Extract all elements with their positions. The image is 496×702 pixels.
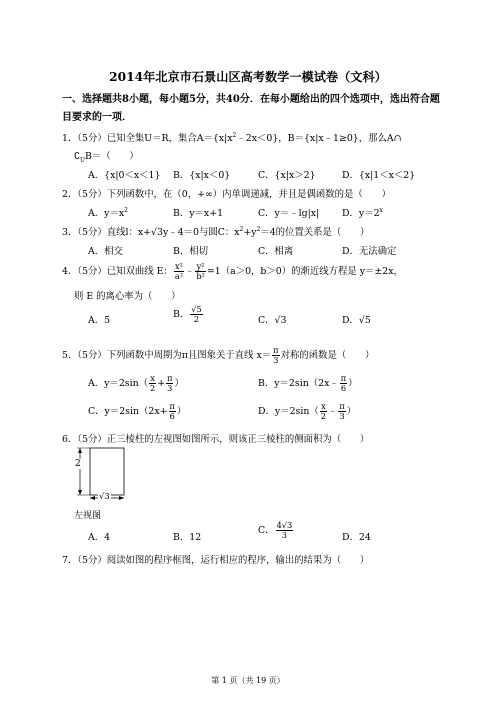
question-2-stem: 2．（5分）下列函数中，在（0，+∞）内单调递减，并且是偶函数的是（ ）: [62, 189, 391, 200]
q5-d-f1d: 2: [320, 411, 326, 421]
q4-fraction-y: [195, 262, 206, 281]
q5-a-post: ）: [174, 378, 184, 389]
q4-b-fraction: [190, 305, 202, 324]
q5-d-f2n: π: [339, 401, 345, 411]
q5-f-num: π: [273, 345, 279, 355]
q6-option-a: A．4: [88, 532, 111, 543]
q5-b-frac: [340, 374, 347, 393]
q5-d-post: ）: [346, 406, 357, 417]
q3-option-d: D．无法确定: [342, 246, 397, 257]
q1-complement-symbol: ∁: [74, 151, 80, 162]
q3-text-e: ＝4的位置关系是（ ）: [260, 227, 370, 238]
q5-d-pre: D．y＝2sin（: [258, 406, 319, 417]
q5-c-post: ）: [176, 406, 187, 417]
q2-d-sup: x: [379, 207, 383, 214]
q5-b-fd: 6: [340, 383, 347, 393]
q6-option-c: [258, 521, 294, 540]
q3-sqrt: √3: [151, 227, 163, 238]
q3-option-b: B．相切: [173, 246, 209, 257]
width-arrow-right: [119, 496, 124, 500]
q2-option-b: B．y＝x+1: [173, 208, 224, 219]
figure-width-label: √3: [99, 492, 110, 502]
q5-b-fn: π: [340, 373, 347, 383]
q1-option-c: C．{x|x＞2}: [258, 170, 316, 181]
q5-a-frac2: [166, 374, 173, 393]
question-4-stem-cont: 则 E 的离心率为（ ）: [74, 291, 181, 302]
q5-c-pre: C．y＝2sin（2x+: [88, 406, 168, 417]
q3-text-a: 3．（5分）直线l：x+: [62, 227, 152, 238]
q5-a-f1n: x: [150, 373, 155, 383]
q4-f1-num: x²: [174, 261, 183, 271]
q5-a-pre: A．y＝2sin（: [88, 378, 149, 389]
q5-text-a: 5．（5分）下列函数中周期为π且图象关于直线 x＝: [62, 350, 272, 361]
q3-option-a: A．相交: [88, 246, 123, 257]
figure-caption: 左视图: [74, 511, 102, 521]
q4-text-a: 4．（5分）已知双曲线 E：: [62, 266, 173, 277]
q4-b-label: B．: [173, 309, 190, 320]
q1-option-b: B．{x|x＜0}: [173, 170, 231, 181]
q1-text-e: B＝（ ）: [85, 151, 139, 162]
q6-option-b: B．12: [173, 532, 202, 543]
q2-option-a: [88, 205, 128, 219]
q1-option-d: D．{x|1＜x＜2}: [342, 170, 416, 181]
q1-text-b: ﹣2x＜0}，B＝{x|x﹣1≥0}，那么A∩: [236, 133, 402, 144]
q2-d-text: D．y＝2: [342, 208, 380, 219]
question-6-stem: 6．（5分）正三棱柱的左视图如图所示，则该正三棱柱的侧面积为（ ）: [62, 434, 370, 445]
q2-a-sup: 2: [124, 207, 128, 214]
q4-text-b: （a＞0，b＞0）的渐近线方程是 y＝±2x，: [220, 266, 403, 277]
q5-option-b: [258, 374, 358, 393]
q1-option-a: A．{x|0＜x＜1}: [88, 170, 161, 181]
q5-c-fn: π: [169, 401, 175, 411]
q1-text-a: 1．（5分）已知全集U＝R，集合A＝{x|x: [62, 133, 233, 144]
question-7-stem: 7．（5分）阅读如图的程序框图，运行相应的程序，输出的结果为（ ）: [62, 555, 370, 566]
q5-a-f2d: 3: [167, 383, 173, 393]
section-heading: 一、选择题共8小题，每小题5分，共40分．在每小题给出的四个选项中，选出符合题目要求的一项．: [62, 94, 440, 123]
q1-sup: 2: [232, 132, 237, 139]
q3-sup-1: 2: [239, 226, 244, 233]
q6-c-label: C．: [258, 525, 275, 536]
q5-c-frac: [169, 402, 176, 421]
q5-fraction: [272, 346, 279, 365]
q5-a-f2n: π: [167, 373, 173, 383]
q5-a-frac1: [149, 374, 156, 393]
q2-a-text: A．y＝x: [88, 208, 125, 219]
q6-c-num: 4√3: [276, 520, 293, 530]
page-title: 2014年北京市石景山区高考数学一模试卷（文科）: [109, 70, 387, 84]
question-4-stem: [62, 262, 403, 281]
q4-f2-num: y²: [196, 261, 205, 271]
question-1-stem-cont: [74, 148, 139, 164]
q5-b-post: ）: [348, 378, 358, 389]
q3-text-c: y﹣4＝0与圆C：x: [162, 227, 240, 238]
height-arrow-top: [78, 448, 82, 453]
figure-rectangle: [90, 448, 124, 495]
q5-d-f1n: x: [321, 401, 326, 411]
q4-b-den: 2: [193, 314, 200, 324]
question-5-stem: [62, 346, 374, 365]
height-arrow-bottom: [78, 490, 82, 495]
q2-option-d: [342, 205, 383, 219]
q4-option-b: [173, 305, 204, 324]
q3-option-c: C．相离: [258, 246, 294, 257]
width-arrow-left: [90, 496, 95, 500]
q5-d-frac2: [338, 402, 345, 421]
q4-eq: =1: [206, 266, 221, 277]
question-1-stem: [62, 130, 402, 144]
q2-option-c: C．y＝﹣lg|x|: [258, 208, 320, 219]
q4-fraction-x: [174, 262, 184, 281]
q5-b-pre: B．y＝2sin（2x﹣: [258, 378, 339, 389]
q4-f1-den: a²: [174, 271, 183, 281]
q5-f-den: 3: [273, 355, 279, 365]
q4-option-d: D．√5: [342, 315, 371, 326]
q5-option-d: [258, 402, 356, 421]
page-footer: 第 1 页（共 19 页）: [211, 676, 285, 685]
q4-f2-den: b²: [196, 271, 205, 281]
q5-d-minus: ﹣: [327, 406, 338, 417]
q5-d-f2d: 3: [339, 411, 345, 421]
figure-height-label: 2: [75, 459, 81, 469]
q5-option-c: [88, 402, 186, 421]
question-3-stem: [62, 224, 369, 238]
q6-c-den: 3: [281, 530, 287, 540]
q5-a-f1d: 2: [150, 383, 156, 393]
q4-b-num: √5: [191, 304, 202, 314]
q4-minus: ﹣: [184, 266, 195, 277]
q6-option-d: D．24: [342, 532, 371, 543]
q4-option-a: A．5: [88, 315, 111, 326]
q5-a-plus: +: [157, 378, 166, 389]
q6-c-fraction: [276, 521, 294, 540]
q5-option-a: [88, 374, 184, 393]
q5-d-frac1: [320, 402, 327, 421]
q3-text-d: +y: [243, 227, 257, 238]
q5-c-fd: 6: [169, 411, 175, 421]
q4-option-c: C．√3: [258, 315, 287, 326]
q3-sup-2: 2: [256, 226, 261, 233]
q1-sub: U: [79, 156, 86, 164]
q5-text-b: 对称的函数是（ ）: [280, 350, 375, 361]
